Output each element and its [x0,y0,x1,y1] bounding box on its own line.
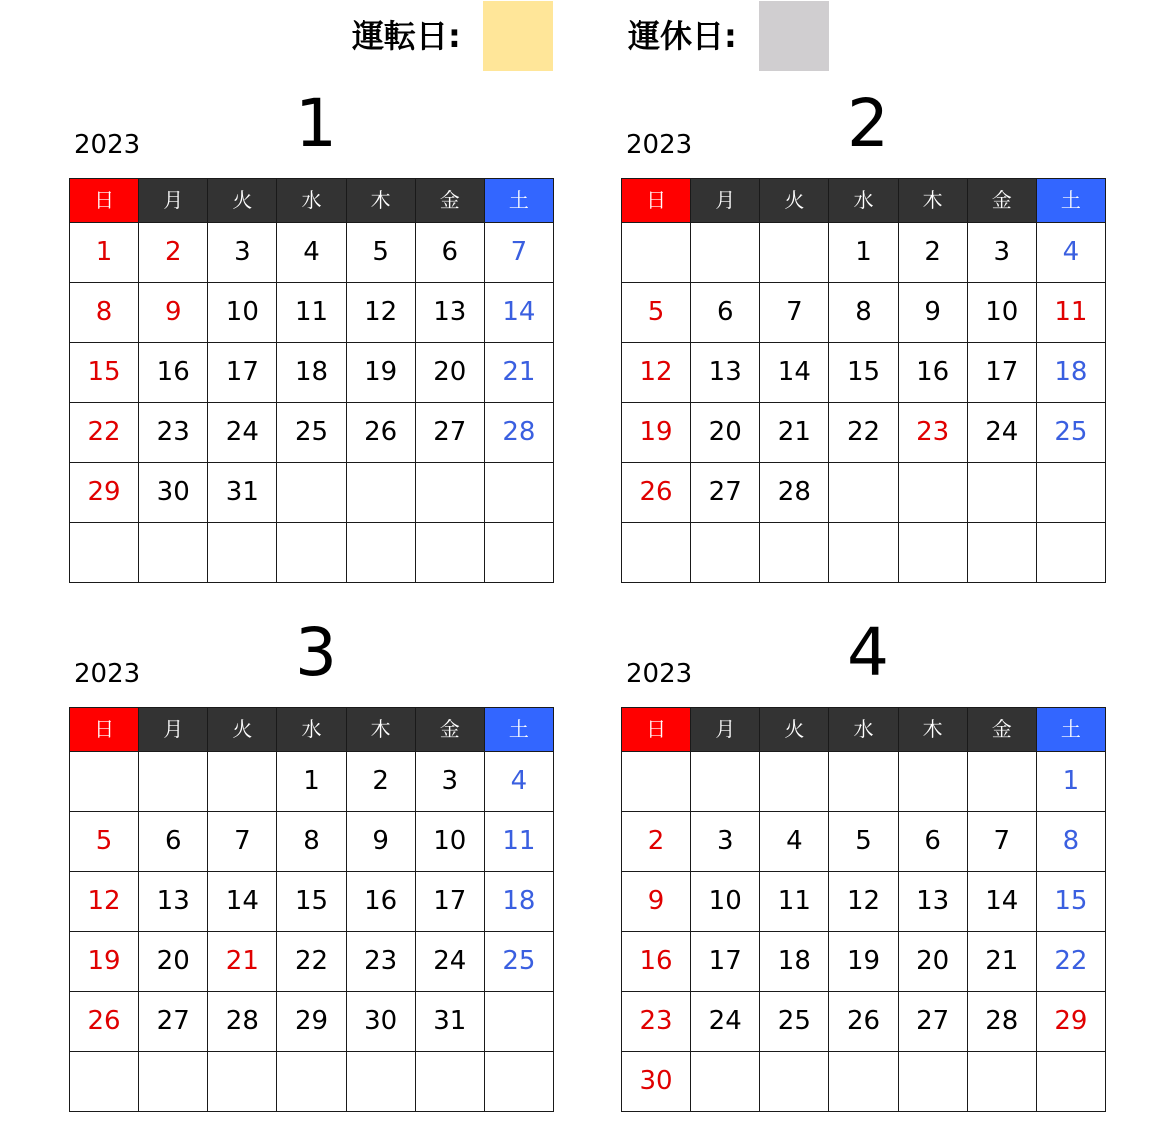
weekday-header: 木 [898,179,967,223]
calendar-day-cell: 21 [967,932,1036,992]
weekday-header: 土 [484,179,553,223]
weekday-header: 月 [691,179,760,223]
calendar-day-cell: 12 [70,872,139,932]
calendar-day-cell: 1 [70,223,139,283]
calendar-week-row [622,343,1106,403]
calendar-week-row [70,283,554,343]
calendar-day-cell: 6 [691,283,760,343]
calendar-day-cell: 9 [139,283,208,343]
calendar-week-row [70,812,554,872]
calendar-day-cell: 22 [829,403,898,463]
calendar-empty-cell [691,523,760,583]
calendar-day-cell: 20 [139,932,208,992]
weekday-header: 木 [898,708,967,752]
calendar-day-cell: 27 [691,463,760,523]
calendar-day-cell: 11 [1036,283,1105,343]
calendar-day-cell: 25 [760,992,829,1052]
calendar-day-cell: 1 [277,752,346,812]
calendar-day-cell: 12 [829,872,898,932]
calendar-empty-cell [139,1052,208,1112]
calendar-week-row [70,223,554,283]
calendar-day-cell: 3 [208,223,277,283]
calendar-empty-cell [346,1052,415,1112]
weekday-header: 月 [691,708,760,752]
calendar-day-cell: 21 [484,343,553,403]
calendar-day-cell: 5 [346,223,415,283]
calendar-day-cell: 17 [691,932,760,992]
calendar-empty-cell [208,752,277,812]
weekday-header: 金 [415,179,484,223]
calendar-year: 2023 [626,130,693,160]
weekday-header: 日 [622,179,691,223]
weekday-header: 金 [967,179,1036,223]
calendar-month [621,86,1106,586]
calendar-day-cell: 13 [139,872,208,932]
calendar-empty-cell [277,523,346,583]
calendar-empty-cell [415,1052,484,1112]
calendar-week-row [622,403,1106,463]
calendar-empty-cell [898,523,967,583]
calendar-day-cell: 4 [760,812,829,872]
calendar-empty-cell [967,463,1036,523]
calendar-empty-cell [277,463,346,523]
legend-closed-label: 運休日: [628,17,737,55]
calendar-day-cell: 29 [277,992,346,1052]
weekday-header: 日 [622,708,691,752]
calendar-day-cell: 19 [829,932,898,992]
calendar-empty-cell [760,223,829,283]
calendar-day-cell: 14 [484,283,553,343]
calendar-day-cell: 15 [1036,872,1105,932]
calendar-day-cell: 2 [346,752,415,812]
calendar-day-cell: 26 [829,992,898,1052]
calendar-day-cell: 12 [622,343,691,403]
calendar-day-cell: 10 [208,283,277,343]
calendar-day-cell: 16 [898,343,967,403]
calendar-day-cell: 11 [277,283,346,343]
calendar-empty-cell [415,463,484,523]
calendar-day-cell: 18 [1036,343,1105,403]
calendar-day-cell: 29 [70,463,139,523]
calendar-week-row [622,223,1106,283]
calendar-day-cell: 22 [277,932,346,992]
calendar-empty-cell [829,463,898,523]
weekday-header: 月 [139,179,208,223]
calendar-day-cell: 3 [967,223,1036,283]
calendar-day-cell: 15 [70,343,139,403]
calendar-empty-cell [346,523,415,583]
calendar-empty-cell [622,523,691,583]
calendar-empty-cell [208,1052,277,1112]
calendar-empty-cell [898,1052,967,1112]
calendar-day-cell: 24 [967,403,1036,463]
calendar-day-cell: 20 [691,403,760,463]
calendar-day-cell: 31 [208,463,277,523]
calendar-day-cell: 19 [622,403,691,463]
calendar-year: 2023 [74,659,141,689]
calendar-empty-cell [1036,463,1105,523]
calendar-day-cell: 11 [484,812,553,872]
calendar-week-row [622,812,1106,872]
calendar-grid [69,707,554,1112]
calendar-year: 2023 [74,130,141,160]
calendar-empty-cell [277,1052,346,1112]
calendar-empty-cell [1036,1052,1105,1112]
calendar-day-cell: 23 [346,932,415,992]
calendar-day-cell: 16 [346,872,415,932]
weekday-header: 火 [760,179,829,223]
calendar-day-cell: 5 [829,812,898,872]
weekday-header: 木 [346,708,415,752]
weekday-header: 月 [139,708,208,752]
calendar-grid [621,178,1106,583]
calendar-day-cell: 2 [622,812,691,872]
calendar-day-cell: 16 [622,932,691,992]
calendar-empty-cell [484,992,553,1052]
calendar-day-cell: 10 [415,812,484,872]
calendar-day-cell: 8 [1036,812,1105,872]
calendar-week-row [70,932,554,992]
calendar-day-cell: 25 [277,403,346,463]
calendar-day-cell: 6 [898,812,967,872]
calendar-day-cell: 15 [829,343,898,403]
calendar-empty-cell [760,523,829,583]
calendar-empty-cell [70,752,139,812]
calendar-week-row [622,872,1106,932]
calendar-day-cell: 13 [898,872,967,932]
calendar-day-cell: 12 [346,283,415,343]
calendar-day-cell: 23 [898,403,967,463]
calendar-day-cell: 24 [691,992,760,1052]
calendar-day-cell: 29 [1036,992,1105,1052]
calendar-day-cell: 8 [277,812,346,872]
calendar-day-cell: 10 [691,872,760,932]
weekday-header: 金 [415,708,484,752]
calendar-week-row [70,463,554,523]
weekday-header: 木 [346,179,415,223]
calendar-day-cell: 21 [208,932,277,992]
calendar-empty-cell [898,752,967,812]
weekday-header: 水 [829,179,898,223]
calendar-day-cell: 19 [346,343,415,403]
calendar-day-cell: 25 [1036,403,1105,463]
calendar-empty-cell [967,1052,1036,1112]
calendar-day-cell: 5 [622,283,691,343]
calendar-day-cell: 7 [760,283,829,343]
calendar-day-cell: 6 [139,812,208,872]
calendar-empty-cell [139,523,208,583]
calendar-day-cell: 1 [829,223,898,283]
calendar-grid [621,707,1106,1112]
calendar-day-cell: 9 [622,872,691,932]
calendar-week-row [70,403,554,463]
calendar-day-cell: 30 [622,1052,691,1112]
calendar-day-cell: 17 [415,872,484,932]
weekday-header: 日 [70,708,139,752]
calendar-month [69,86,554,586]
calendar-day-cell: 2 [898,223,967,283]
calendar-empty-cell [622,223,691,283]
calendar-month [69,615,554,1115]
calendar-week-row [622,992,1106,1052]
calendar-week-row [70,523,554,583]
weekday-header: 土 [484,708,553,752]
legend-operating-swatch [483,1,553,71]
weekday-header: 水 [277,179,346,223]
calendar-day-cell: 4 [277,223,346,283]
calendar-month-number: 4 [847,614,889,691]
calendar-empty-cell [760,1052,829,1112]
calendar-day-cell: 30 [346,992,415,1052]
calendar-day-cell: 30 [139,463,208,523]
calendar-day-cell: 7 [208,812,277,872]
calendar-day-cell: 2 [139,223,208,283]
calendar-day-cell: 13 [415,283,484,343]
calendar-day-cell: 26 [70,992,139,1052]
calendar-day-cell: 17 [967,343,1036,403]
calendar-day-cell: 31 [415,992,484,1052]
calendar-day-cell: 21 [760,403,829,463]
calendar-day-cell: 3 [415,752,484,812]
calendar-empty-cell [484,523,553,583]
calendar-week-row [622,752,1106,812]
calendar-day-cell: 8 [829,283,898,343]
calendar-day-cell: 14 [208,872,277,932]
calendar-empty-cell [484,1052,553,1112]
calendar-day-cell: 23 [139,403,208,463]
calendar-month [621,615,1106,1115]
calendar-empty-cell [139,752,208,812]
calendar-day-cell: 7 [967,812,1036,872]
calendar-day-cell: 23 [622,992,691,1052]
calendar-day-cell: 10 [967,283,1036,343]
calendar-week-row [70,343,554,403]
weekday-header: 水 [829,708,898,752]
weekday-header: 土 [1036,179,1105,223]
calendar-day-cell: 27 [139,992,208,1052]
calendar-empty-cell [967,523,1036,583]
calendar-day-cell: 28 [484,403,553,463]
calendar-day-cell: 14 [967,872,1036,932]
calendar-day-cell: 22 [70,403,139,463]
calendar-day-cell: 27 [415,403,484,463]
calendar-empty-cell [691,752,760,812]
calendar-week-row [622,1052,1106,1112]
calendar-week-row [70,752,554,812]
calendar-day-cell: 5 [70,812,139,872]
calendar-empty-cell [346,463,415,523]
calendar-empty-cell [898,463,967,523]
calendar-day-cell: 11 [760,872,829,932]
calendar-week-row [70,1052,554,1112]
calendar-empty-cell [829,1052,898,1112]
calendar-empty-cell [484,463,553,523]
weekday-header: 火 [760,708,829,752]
calendar-day-cell: 27 [898,992,967,1052]
calendar-day-cell: 13 [691,343,760,403]
calendar-day-cell: 8 [70,283,139,343]
calendar-day-cell: 25 [484,932,553,992]
calendar-day-cell: 20 [415,343,484,403]
calendar-day-cell: 28 [208,992,277,1052]
calendar-day-cell: 20 [898,932,967,992]
calendar-month-number: 2 [847,85,889,162]
calendar-grid [69,178,554,583]
calendar-day-cell: 26 [622,463,691,523]
calendar-empty-cell [70,1052,139,1112]
weekday-header: 日 [70,179,139,223]
calendar-day-cell: 28 [760,463,829,523]
calendar-empty-cell [691,1052,760,1112]
calendar-day-cell: 3 [691,812,760,872]
legend-closed-swatch [759,1,829,71]
legend-operating-label: 運転日: [352,17,461,55]
calendar-week-row [622,523,1106,583]
calendar-day-cell: 16 [139,343,208,403]
calendar-day-cell: 17 [208,343,277,403]
calendar-day-cell: 28 [967,992,1036,1052]
calendar-day-cell: 24 [208,403,277,463]
calendar-empty-cell [829,523,898,583]
calendar-week-row [622,463,1106,523]
calendar-month-number: 1 [295,85,337,162]
calendar-day-cell: 4 [484,752,553,812]
calendar-empty-cell [829,752,898,812]
calendar-day-cell: 18 [760,932,829,992]
calendar-year: 2023 [626,659,693,689]
calendar-day-cell: 18 [484,872,553,932]
calendar-empty-cell [691,223,760,283]
calendar-week-row [622,283,1106,343]
calendar-empty-cell [1036,523,1105,583]
calendar-empty-cell [967,752,1036,812]
weekday-header: 火 [208,708,277,752]
calendar-empty-cell [415,523,484,583]
calendar-day-cell: 9 [898,283,967,343]
calendar-empty-cell [622,752,691,812]
calendar-empty-cell [70,523,139,583]
calendar-day-cell: 24 [415,932,484,992]
calendar-day-cell: 18 [277,343,346,403]
calendar-day-cell: 4 [1036,223,1105,283]
weekday-header: 金 [967,708,1036,752]
calendar-day-cell: 14 [760,343,829,403]
calendar-empty-cell [208,523,277,583]
calendar-day-cell: 7 [484,223,553,283]
calendar-day-cell: 19 [70,932,139,992]
weekday-header: 火 [208,179,277,223]
calendar-week-row [70,872,554,932]
weekday-header: 土 [1036,708,1105,752]
calendar-day-cell: 9 [346,812,415,872]
calendar-day-cell: 22 [1036,932,1105,992]
calendar-week-row [70,992,554,1052]
calendar-day-cell: 15 [277,872,346,932]
calendar-month-number: 3 [295,614,337,691]
calendar-week-row [622,932,1106,992]
calendar-empty-cell [760,752,829,812]
calendar-day-cell: 1 [1036,752,1105,812]
calendar-day-cell: 26 [346,403,415,463]
calendar-day-cell: 6 [415,223,484,283]
weekday-header: 水 [277,708,346,752]
